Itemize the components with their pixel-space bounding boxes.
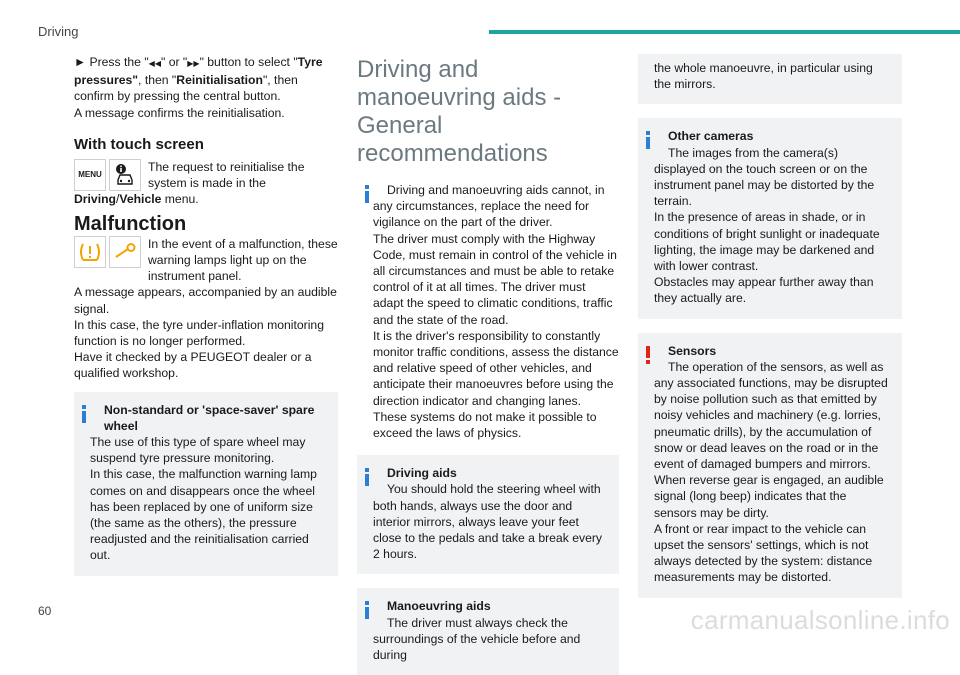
running-header: Driving bbox=[38, 24, 79, 39]
sensors-p2: When reverse gear is engaged, an audible signal (long beep) indicates that the sensors may be dirty. bbox=[654, 473, 884, 520]
general-p1: Driving and manoeuvring aids cannot, in any circumstances, replace the need for vigilance on the part of the driver. bbox=[373, 183, 605, 230]
general-p4: These systems do not make it possible to exceed the laws of physics. bbox=[373, 409, 597, 441]
note-sensors bbox=[638, 333, 902, 598]
info-icon bbox=[365, 468, 369, 486]
sensors-p3: A front or rear impact to the vehicle can upset the sensors' settings, which is not always detected by the system: distance measurements may be distorted. bbox=[654, 521, 873, 585]
warning-icon bbox=[646, 346, 650, 364]
column-middle bbox=[357, 54, 619, 675]
note-manoeuvring-aids bbox=[357, 588, 619, 675]
touch-screen-menu: Driving/Vehicle menu. bbox=[74, 192, 199, 207]
cameras-p1: The images from the camera(s) displayed on the touch screen or on the instrument panel may be distorted by the terrain. bbox=[654, 145, 875, 209]
rewind-icon: ◀◀ bbox=[148, 59, 161, 68]
driving-aids-text: You should hold the steering wheel with both hands, always use the door and interior mirrors, always leave your feet close to the pedals and take a break every 2 hours. bbox=[373, 482, 602, 562]
tyre-pressure-warning-icon bbox=[74, 236, 106, 268]
heading-malfunction: Malfunction bbox=[74, 212, 187, 235]
info-icon bbox=[646, 131, 650, 149]
service-wrench-icon bbox=[109, 236, 141, 268]
note-spare-p1: The use of this type of spare wheel may suspend tyre pressure monitoring. bbox=[90, 435, 306, 466]
manoeuvring-aids-text: The driver must always check the surroundings of the vehicle before and during bbox=[373, 615, 581, 663]
chapter-title: Driving and manoeuvring aids - General recommendations bbox=[357, 56, 562, 167]
bullet-arrow: ► bbox=[74, 55, 87, 69]
general-p3: It is the driver's responsibility to constantly monitor traffic conditions, assess the distance and relative speed of other vehicles, and anticipate their manoeuvres before using the direction indicator and changing lanes. bbox=[373, 328, 619, 408]
tyre-alert-icon bbox=[78, 241, 102, 263]
malfunction-message: A message appears, accompanied by an audible signal. bbox=[74, 285, 337, 316]
manoeuvring-continued-text: the whole manoeuvre, in particular using the mirrors. bbox=[654, 61, 873, 92]
column-right bbox=[638, 54, 902, 598]
menu-label: MENU bbox=[78, 169, 102, 179]
cameras-p2: In the presence of areas in shade, or in conditions of bright sunlight or inadequate lighting, the image may be darkened and with lower contrast. bbox=[654, 210, 880, 274]
note-manoeuvring-continued bbox=[638, 54, 902, 104]
heading-touch-screen: With touch screen bbox=[74, 135, 204, 153]
info-icon bbox=[365, 601, 369, 619]
info-icon bbox=[365, 185, 369, 203]
manoeuvring-aids-title: Manoeuvring aids bbox=[387, 599, 491, 614]
cameras-title: Other cameras bbox=[668, 129, 754, 144]
general-p2: The driver must comply with the Highway Code, must remain in control of the vehicle in all circumstances and must be able to retake control of it at all times. The driver must adapt the speed to climatic conditions, traffic and the state of the road. bbox=[373, 231, 617, 327]
sensors-title: Sensors bbox=[668, 343, 717, 358]
malfunction-text: In the event of a malfunction, these warning lamps light up on the instrument panel. bbox=[148, 236, 338, 284]
info-icon bbox=[82, 405, 86, 423]
malfunction-consequence: In this case, the tyre under-inflation monitoring function is no longer performed. bbox=[74, 317, 324, 349]
note-other-cameras bbox=[638, 118, 902, 318]
wrench-icon bbox=[113, 242, 137, 262]
touch-screen-text: The request to reinitialise the system is made in the bbox=[148, 160, 305, 191]
malfunction-dealer: Have it checked by a PEUGEOT dealer or a qualified workshop. bbox=[74, 350, 312, 381]
menu-button-icon bbox=[74, 159, 106, 191]
note-driving-aids bbox=[357, 455, 619, 574]
watermark: carmanualsonline.info bbox=[690, 605, 950, 635]
note-general bbox=[357, 182, 619, 441]
column-left bbox=[74, 54, 338, 576]
malfunction-row bbox=[74, 236, 338, 285]
sensors-p1: The operation of the sensors, as well as any associated functions, may be disrupted by noise pollution such as that emitted by noisy vehicles and machinery (e.g. lorries, pneumatic drills), by the accumulation of snow or dead leaves on the road or in the event of damaged bumpers and mirrors. bbox=[654, 359, 888, 472]
instruction-confirm: A message confirms the reinitialisation. bbox=[74, 105, 285, 120]
note-spare-p2: In this case, the malfunction warning lamp comes on and disappears once the wheel has been replaced by one of uniform size (the same as the others), the pressure readjusted and the reinitialisation carried out. bbox=[90, 467, 317, 563]
driving-aids-title: Driving aids bbox=[387, 466, 457, 481]
instruction-press: ► Press the "◀◀" or "▶▶" button to select "Tyre pressures", then "Reinitialisation", then confirm by pressing the central button. bbox=[74, 55, 323, 104]
car-info-icon bbox=[113, 163, 137, 187]
fast-forward-icon: ▶▶ bbox=[187, 59, 200, 68]
note-spare-wheel bbox=[74, 392, 338, 576]
header-accent-rule bbox=[489, 30, 960, 34]
vehicle-info-icon bbox=[109, 159, 141, 191]
note-spare-title: Non-standard or 'space-saver' spare wheel bbox=[104, 402, 315, 433]
page-number: 60 bbox=[38, 604, 52, 618]
cameras-p3: Obstacles may appear further away than they actually are. bbox=[654, 275, 874, 306]
touch-screen-row bbox=[74, 159, 338, 191]
